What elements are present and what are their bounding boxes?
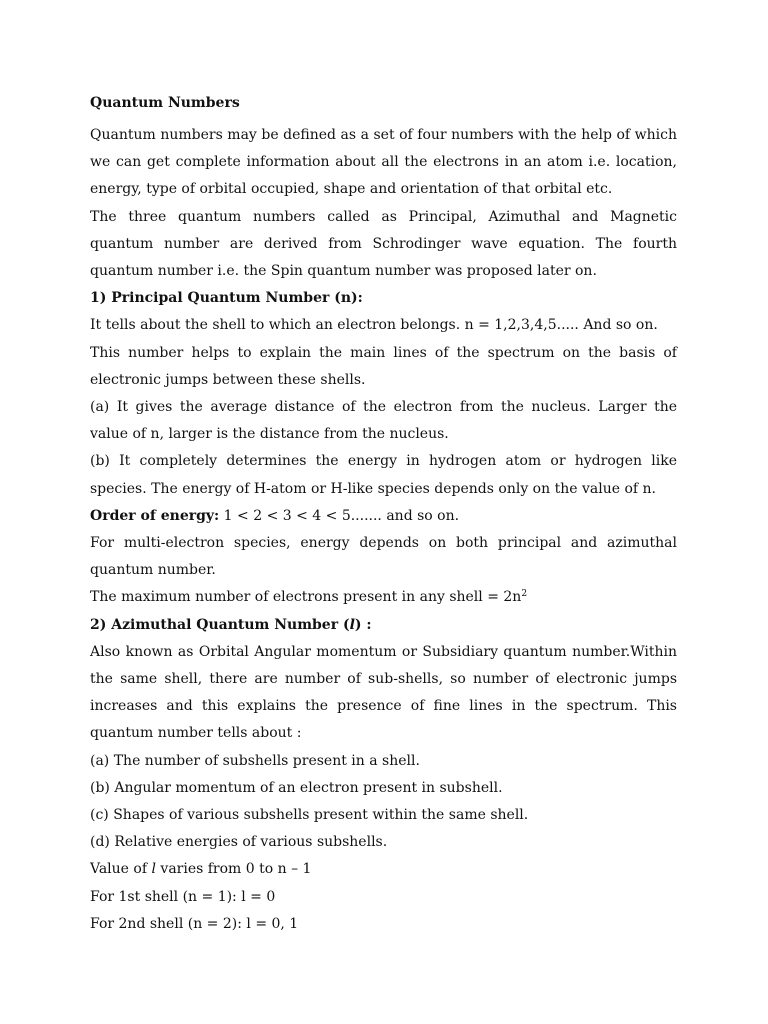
l-range-prefix: Value of [90, 861, 152, 878]
principal-point-a: (a) It gives the average distance of the electron from the nucleus. Larger the value of n, larger is the distance from the nucleus. [90, 399, 677, 443]
azimuthal-heading-symbol: l [349, 616, 355, 633]
l-range-suffix: varies from 0 to n – 1 [155, 861, 312, 878]
max-electrons-line [90, 584, 677, 611]
azimuthal-heading [90, 612, 677, 639]
intro-paragraph-2: The three quantum numbers called as Principal, Azimuthal and Magnetic quantum number are derived from Schrodinger wave equation. The fourth quantum number i.e. the Spin quantum number was proposed later on. [90, 208, 677, 280]
intro-paragraph-1: Quantum numbers may be defined as a set of four numbers with the help of which we can get complete information about all the electrons in an atom i.e. location, energy, type of orbital occupied, shape and orientation of that orbital etc. [90, 127, 677, 198]
list-item: (c) Shapes of various subshells present within the same shell. [90, 807, 529, 824]
azimuthal-heading-prefix: 2) Azimuthal Quantum Number ( [90, 616, 350, 633]
document-body [90, 90, 677, 938]
l-range-line [90, 856, 677, 883]
max-electrons-exponent: 2 [521, 589, 528, 600]
azimuthal-heading-suffix: ) : [354, 616, 372, 633]
principal-heading: 1) Principal Quantum Number (n): [90, 290, 363, 307]
list-item: (d) Relative energies of various subshells. [90, 834, 388, 851]
energy-order-value: 1 < 2 < 3 < 4 < 5....... and so on. [219, 507, 460, 524]
azimuthal-description: Also known as Orbital Angular momentum or Subsidiary quantum number.Within the same shell, there are number of sub-shells, so number of electronic jumps increases and this explains the presence of fine lines in the spectrum. This quantum number tells about : [90, 643, 677, 742]
principal-point-b: (b) It completely determines the energy in hydrogen atom or hydrogen like species. The energy of H-atom or H-like species depends only on the value of n. [90, 453, 677, 497]
shell-line-1: For 1st shell (n = 1): l = 0 [90, 888, 276, 905]
max-electrons-text: The maximum number of electrons present in any shell = 2n [90, 589, 522, 606]
energy-order-label: Order of energy: [90, 507, 220, 524]
l-range-symbol: l [151, 861, 156, 878]
shell-line-2: For 2nd shell (n = 2): l = 0, 1 [90, 915, 299, 932]
multi-electron-paragraph: For multi-electron species, energy depends on both principal and azimuthal quantum number. [90, 535, 677, 579]
energy-order-line [90, 503, 677, 530]
document-title: Quantum Numbers [90, 95, 240, 111]
principal-shell-line: It tells about the shell to which an electron belongs. n = 1,2,3,4,5..... And so on. [90, 317, 658, 334]
list-item: (b) Angular momentum of an electron present in subshell. [90, 779, 503, 796]
list-item: (a) The number of subshells present in a shell. [90, 752, 420, 769]
principal-spectrum-paragraph: This number helps to explain the main lines of the spectrum on the basis of electronic jumps between these shells. [90, 344, 677, 388]
